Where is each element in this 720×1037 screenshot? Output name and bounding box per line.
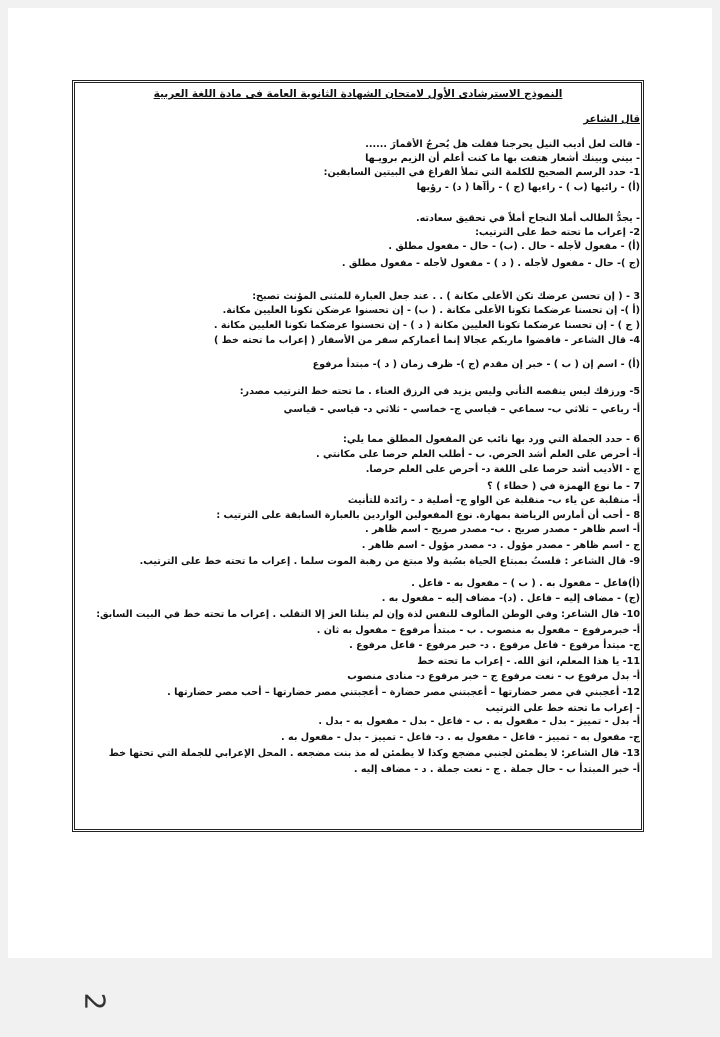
exam-line: - يجدُّ الطالب أملا النجاح أملاً في تحقيق سعادته. [415, 213, 640, 224]
exam-line: ج- مبتدأ مرفوع - فاعل مرفوع . د- خبر مرفوع - فاعل مرفوع . [349, 640, 640, 651]
exam-line: - بيني وبينك أشعار هتفت بها ما كنت أعلم أن الزيم برويـها [365, 153, 640, 164]
exam-line: 11- يا هذا المعلم، اتق الله. - إعراب ما تحته خط [417, 656, 640, 667]
page-number: 2 [78, 992, 112, 1011]
exam-line: (ج )- حال - مفعول لأجله . ( د ) - مفعول لأجله - مفعول مطلق . [341, 258, 640, 269]
exam-line: أ- خبر المبتدأ ب - حال جملة . ج - نعت جملة . د - مضاف إليه . [353, 764, 640, 775]
exam-line: 12- أعجبني في مصر حضارتها – أعجبتني مصر حضارة – أعجبتني مصر حضارتها – أحب مصر حضارتها . [167, 687, 640, 698]
exam-line: ج - اسم ظاهر - مصدر مؤول . د- مصدر مؤول - اسم ظاهر . [361, 540, 640, 551]
exam-line: 5- ورزقك ليس ينقصه التأني وليس يزيد في الرزق العناء . ما تحته خط الترتيب مصدر: [239, 386, 640, 397]
page-title: النموذج الاسترشادى الأول لامتحان الشهادة الثانوية العامة فى مادة اللغة العربية [153, 88, 563, 100]
exam-line: - إعراب ما تحته خط على الترتيب [485, 703, 640, 714]
exam-line: أ- بدل مرفوع ب - نعت مرفوع ج – خبر مرفوع د- منادى منصوب [347, 671, 640, 682]
exam-line: (أ) - مفعول لأجله - حال . (ب) - حال - مفعول مطلق . [388, 241, 640, 252]
exam-line: أ- خبرمرفوع – مفعول به منصوب . ب - مبتدأ مرفوع – مفعول به ثان . [316, 625, 640, 636]
exam-line: 2- إعراب ما تحته خط على الترتيب: [475, 227, 640, 238]
exam-line: (أ)فاعل – مفعول به . ( ب ) – مفعول به - فاعل . [411, 578, 640, 589]
exam-line: 10- قال الشاعر: وفي الوطن المألوف للنفس لذة وإن لم ينلنا العز إلا التقلب . إعراب ما تحته خط في البيت السابق: [96, 609, 640, 620]
exam-line: 1- حدد الرسم الصحيح للكلمة التي تملأ الفراغ في البيتين السابقين: [323, 167, 640, 178]
exam-line: (ج) - مضاف إليه – فاعل . (د)- مضاف إليه – مفعول به . [381, 593, 640, 604]
exam-line: (أ )- إن تحسنا عرضكما تكونا الأعلى مكانة . ( ب) - إن تحسنوا عرضكن تكونا العليين مكانة. [222, 305, 640, 316]
exam-line: 13- قال الشاعر: لا يطمئن لجنبي مضجع وكذا لا يطمئن له مذ بنت مضجعه . المحل الإعرابي للجملة التي تحتها خط [108, 748, 640, 759]
exam-line: 7 - ما نوع الهمزة في ( خطاء ) ؟ [487, 481, 640, 492]
exam-line: أ- بدل - تمييز - بدل - مفعول به . ب - فاعل - بدل - مفعول به - بدل . [318, 716, 640, 727]
exam-line: 6 - حدد الجملة التي ورد بها نائب عن المفعول المطلق مما يلي: [343, 434, 640, 445]
exam-line: 3 - ( إن تحسن عرضك تكن الأعلى مكانة ) . . عند جعل العبارة للمثنى المؤنث تصبح: [252, 291, 640, 302]
exam-line: أ- أحرص على العلم أشد الحرص. ب - أطلب العلم حرصا على مكانتي . [316, 449, 640, 460]
exam-line: ج - الأديب أشد حرصا على اللغة د- أحرص على العلم حرصا. [365, 464, 640, 475]
exam-line: أ- منقلبة عن ياء ب- منقلبة عن الواو ج- أصلية د - زائدة للتأنيث [347, 495, 640, 506]
exam-line: (أ) - اسم إن ( ب ) - خبر إن مقدم (ج )- ظرف زمان ( د )- مبتدأ مرفوع [312, 359, 640, 370]
exam-line: 9- قال الشاعر : فلستُ بمبتاع الحياة بسُبة ولا مبتغ من رهبة الموت سلما . إعراب ما تحته خط على الترتيب. [139, 556, 640, 567]
exam-line: ج- مفعول به - تمييز - فاعل - مفعول به . د- فاعل - تمييز - بدل - مفعول به . [281, 732, 640, 743]
exam-line: أ- رباعي – ثلاثي ب- سماعي – قياسي ج- خماسي - ثلاثي د- قياسي - قياسي [283, 404, 640, 415]
exam-line: 8 - أحب أن أمارس الرياضة بمهارة. نوع المفعولين الواردين بالعبارة السابقة على الترتيب : [216, 510, 640, 521]
exam-line: - قالت لعل أديب النيل يحرجنا فقلت هل يُحرجُ الأقمارَ ...... [365, 139, 640, 150]
exam-line: أ- اسم ظاهر - مصدر صريح . ب- مصدر صريح - اسم ظاهر . [364, 524, 640, 535]
exam-line: قال الشاعر [583, 114, 640, 125]
exam-line: 4- قال الشاعر - فاقضوا ماربكم عجالا إنما أعماركم سفر من الأسفار ( إعراب ما تحته خط ) [213, 335, 640, 346]
exam-line: (أ) - رائيها (ب ) - راءيها (ج ) - رأآها ( د) - رؤيها [416, 182, 640, 193]
exam-line: ( ج ) - إن تحسنا عرضكما تكونا العليين مكانة ( د ) - إن تحسنوا عرضكما تكونا العليين مكانة . [213, 320, 640, 331]
